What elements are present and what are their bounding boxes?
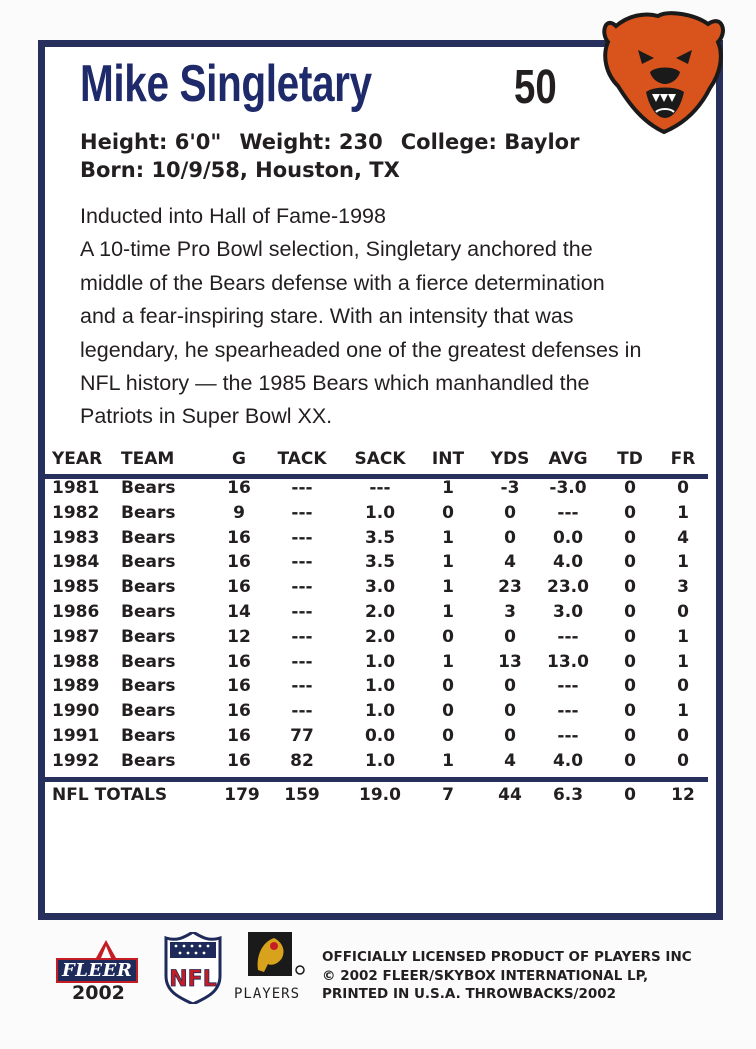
cell-team: Bears <box>121 701 176 722</box>
totals-divider <box>44 777 708 782</box>
cell-int: 1 <box>442 552 454 573</box>
cell-g: 16 <box>227 750 251 771</box>
cell-team: Bears <box>121 527 176 548</box>
fleer-logo-icon <box>56 938 156 1004</box>
cell-fr: 0 <box>677 602 689 622</box>
cell-tack: --- <box>291 626 313 647</box>
cell-g: 16 <box>227 552 251 573</box>
cell-avg: --- <box>557 626 579 647</box>
cell-td: 0 <box>624 527 636 548</box>
cell-sack: 2.0 <box>364 602 396 622</box>
cell-sack: 0.0 <box>364 726 396 746</box>
nfl-shield-icon <box>162 932 224 1004</box>
cell-td: 0 <box>624 651 636 672</box>
table-row <box>44 751 708 775</box>
totals-td: 0 <box>624 785 636 805</box>
col-header-year: YEAR <box>52 449 103 469</box>
cell-tack: --- <box>291 651 313 672</box>
cell-td: 0 <box>624 502 636 523</box>
jersey-number: 50 <box>514 61 557 114</box>
cell-team: Bears <box>121 750 176 771</box>
cell-g: 16 <box>227 527 251 548</box>
table-row <box>44 478 708 502</box>
cell-fr: 3 <box>677 577 689 598</box>
table-row <box>44 577 708 601</box>
cell-tack: --- <box>291 602 313 622</box>
cell-yds: 3 <box>504 602 516 622</box>
legal-line: © 2002 FLEER/SKYBOX INTERNATIONAL LP, <box>322 967 649 984</box>
cell-avg: --- <box>557 502 579 523</box>
cell-sack: 3.0 <box>364 577 396 598</box>
cell-yds: 0 <box>504 626 516 647</box>
cell-year: 1986 <box>52 602 100 622</box>
cell-td: 0 <box>624 726 636 746</box>
col-header-int: INT <box>431 449 465 469</box>
nfl-shield-text: NFL <box>169 967 217 992</box>
cell-td: 0 <box>624 701 636 722</box>
col-header-avg: AVG <box>548 449 588 469</box>
bio-line: middle of the Bears defense with a fierce determination <box>80 270 605 295</box>
bio-line: and a fear-inspiring stare. With an intensity that was <box>80 304 574 329</box>
cell-g: 16 <box>227 577 251 598</box>
cell-g: 16 <box>227 701 251 722</box>
cell-sack: 2.0 <box>364 626 396 647</box>
cell-fr: 1 <box>677 502 689 523</box>
cell-avg: 13.0 <box>547 651 589 672</box>
fleer-flame-icon <box>76 938 136 960</box>
cell-team: Bears <box>121 602 176 622</box>
cell-g: 16 <box>227 676 251 697</box>
cell-yds: 4 <box>504 750 516 771</box>
cell-int: 0 <box>442 502 454 523</box>
cell-yds: 0 <box>504 726 516 746</box>
cell-td: 0 <box>624 676 636 697</box>
bears-logo-icon <box>598 10 732 136</box>
cell-int: 1 <box>442 651 454 672</box>
col-header-td: TD <box>617 449 643 469</box>
totals-tack: 159 <box>284 785 320 805</box>
bio-text <box>80 200 690 434</box>
table-row <box>44 602 708 626</box>
cell-sack: 3.5 <box>364 552 396 573</box>
cell-team: Bears <box>121 676 176 697</box>
legal-line: PRINTED IN U.S.A. THROWBACKS/2002 <box>322 986 617 1002</box>
cell-avg: -3.0 <box>549 478 587 498</box>
height: Height: 6'0" <box>80 130 222 154</box>
cell-fr: 1 <box>677 626 689 647</box>
cell-int: 1 <box>442 750 454 771</box>
cell-yds: 0 <box>504 527 516 548</box>
cell-yds: 13 <box>498 651 522 672</box>
cell-td: 0 <box>624 626 636 647</box>
weight: Weight: 230 <box>239 130 383 154</box>
stats-header-row <box>44 446 708 479</box>
totals-avg: 6.3 <box>552 785 584 805</box>
cell-yds: 0 <box>504 701 516 722</box>
cell-fr: 1 <box>677 552 689 573</box>
cell-year: 1988 <box>52 651 100 672</box>
cell-sack: --- <box>369 478 391 498</box>
cell-team: Bears <box>121 651 176 672</box>
legal-text <box>322 948 692 1004</box>
cell-team: Bears <box>121 502 176 523</box>
table-row <box>44 676 708 700</box>
totals-row <box>44 785 708 809</box>
cell-int: 0 <box>442 726 454 746</box>
birth-info: Born: 10/9/58, Houston, TX <box>80 158 400 182</box>
player-vitals <box>80 128 579 184</box>
cell-tack: 77 <box>290 726 314 746</box>
college: College: Baylor <box>400 130 580 154</box>
player-name: Mike Singletary <box>80 55 372 113</box>
bio-line: Inducted into Hall of Fame-1998 <box>80 204 386 228</box>
cell-team: Bears <box>121 577 176 598</box>
cell-yds: -3 <box>500 478 520 498</box>
cell-g: 9 <box>233 502 245 523</box>
cell-g: 12 <box>227 626 251 647</box>
cell-fr: 0 <box>677 750 689 771</box>
cell-sack: 1.0 <box>364 651 396 672</box>
cell-td: 0 <box>624 577 636 598</box>
table-row <box>44 552 708 576</box>
cell-avg: --- <box>557 726 579 746</box>
table-row <box>44 726 708 750</box>
cell-int: 1 <box>442 577 454 598</box>
cell-sack: 1.0 <box>364 502 396 523</box>
cell-tack: --- <box>291 577 313 598</box>
table-row <box>44 627 708 651</box>
cell-tack: --- <box>291 478 313 498</box>
cell-int: 1 <box>442 602 454 622</box>
col-header-tack: TACK <box>277 449 327 469</box>
cell-td: 0 <box>624 552 636 573</box>
cell-g: 16 <box>227 726 251 746</box>
bio-line: legendary, he spearheaded one of the greatest defenses in <box>80 337 642 362</box>
cell-td: 0 <box>624 750 636 771</box>
cell-avg: 4.0 <box>552 750 584 771</box>
cell-yds: 4 <box>504 552 516 573</box>
cell-year: 1984 <box>52 552 100 573</box>
cell-year: 1989 <box>52 676 100 697</box>
cell-sack: 1.0 <box>364 750 396 771</box>
bio-line: A 10-time Pro Bowl selection, Singletary anchored the <box>80 237 593 262</box>
totals-label: NFL TOTALS <box>52 785 168 805</box>
cell-tack: --- <box>291 552 313 573</box>
cell-tack: 82 <box>290 750 314 771</box>
fleer-brand: FLEER <box>56 958 138 983</box>
cell-fr: 0 <box>677 676 689 697</box>
table-row <box>44 652 708 676</box>
cell-yds: 0 <box>504 502 516 523</box>
cell-year: 1987 <box>52 626 100 647</box>
players-inc-logo-icon <box>246 930 306 986</box>
cell-g: 14 <box>227 602 251 622</box>
cell-fr: 1 <box>677 651 689 672</box>
cell-tack: --- <box>291 701 313 722</box>
cell-int: 0 <box>442 626 454 647</box>
col-header-g: G <box>232 449 246 469</box>
cell-sack: 3.5 <box>364 527 396 548</box>
col-header-team: TEAM <box>121 449 175 469</box>
cell-fr: 0 <box>677 478 689 498</box>
table-row <box>44 503 708 527</box>
cell-team: Bears <box>121 552 176 573</box>
cell-fr: 4 <box>677 527 689 548</box>
bio-line: Patriots in Super Bowl XX. <box>80 404 333 429</box>
cell-year: 1992 <box>52 750 100 771</box>
bio-line: NFL history — the 1985 Bears which manhandled the <box>80 371 590 396</box>
totals-g: 179 <box>224 785 260 805</box>
cell-td: 0 <box>624 602 636 622</box>
cell-team: Bears <box>121 726 176 746</box>
col-header-fr: FR <box>670 449 696 469</box>
card-year: 2002 <box>72 982 125 1004</box>
cell-fr: 0 <box>677 726 689 746</box>
cell-tack: --- <box>291 676 313 697</box>
cell-int: 0 <box>442 676 454 697</box>
cell-team: Bears <box>121 478 176 498</box>
cell-year: 1990 <box>52 701 100 722</box>
totals-fr: 12 <box>671 785 695 805</box>
cell-tack: --- <box>291 527 313 548</box>
cell-avg: --- <box>557 701 579 722</box>
table-row <box>44 701 708 725</box>
cell-avg: --- <box>557 676 579 697</box>
cell-g: 16 <box>227 651 251 672</box>
cell-sack: 1.0 <box>364 676 396 697</box>
cell-fr: 1 <box>677 701 689 722</box>
players-inc-text: PLAYERS <box>234 986 301 1002</box>
cell-yds: 23 <box>498 577 522 598</box>
cell-year: 1981 <box>52 478 100 498</box>
col-header-sack: SACK <box>354 449 406 469</box>
totals-sack: 19.0 <box>359 785 401 805</box>
cell-avg: 4.0 <box>552 552 584 573</box>
cell-tack: --- <box>291 502 313 523</box>
col-header-yds: YDS <box>490 449 530 469</box>
cell-year: 1982 <box>52 502 100 523</box>
table-row <box>44 528 708 552</box>
cell-int: 0 <box>442 701 454 722</box>
cell-int: 1 <box>442 527 454 548</box>
cell-avg: 3.0 <box>552 602 584 622</box>
cell-td: 0 <box>624 478 636 498</box>
cell-year: 1991 <box>52 726 100 746</box>
cell-g: 16 <box>227 478 251 498</box>
totals-int: 7 <box>442 785 454 805</box>
cell-team: Bears <box>121 626 176 647</box>
legal-line: OFFICIALLY LICENSED PRODUCT OF PLAYERS INC <box>322 949 692 965</box>
cell-year: 1983 <box>52 527 100 548</box>
cell-year: 1985 <box>52 577 100 598</box>
cell-int: 1 <box>442 478 454 498</box>
cell-sack: 1.0 <box>364 701 396 722</box>
cell-avg: 0.0 <box>552 527 584 548</box>
totals-yds: 44 <box>498 785 522 805</box>
cell-avg: 23.0 <box>547 577 589 598</box>
cell-yds: 0 <box>504 676 516 697</box>
